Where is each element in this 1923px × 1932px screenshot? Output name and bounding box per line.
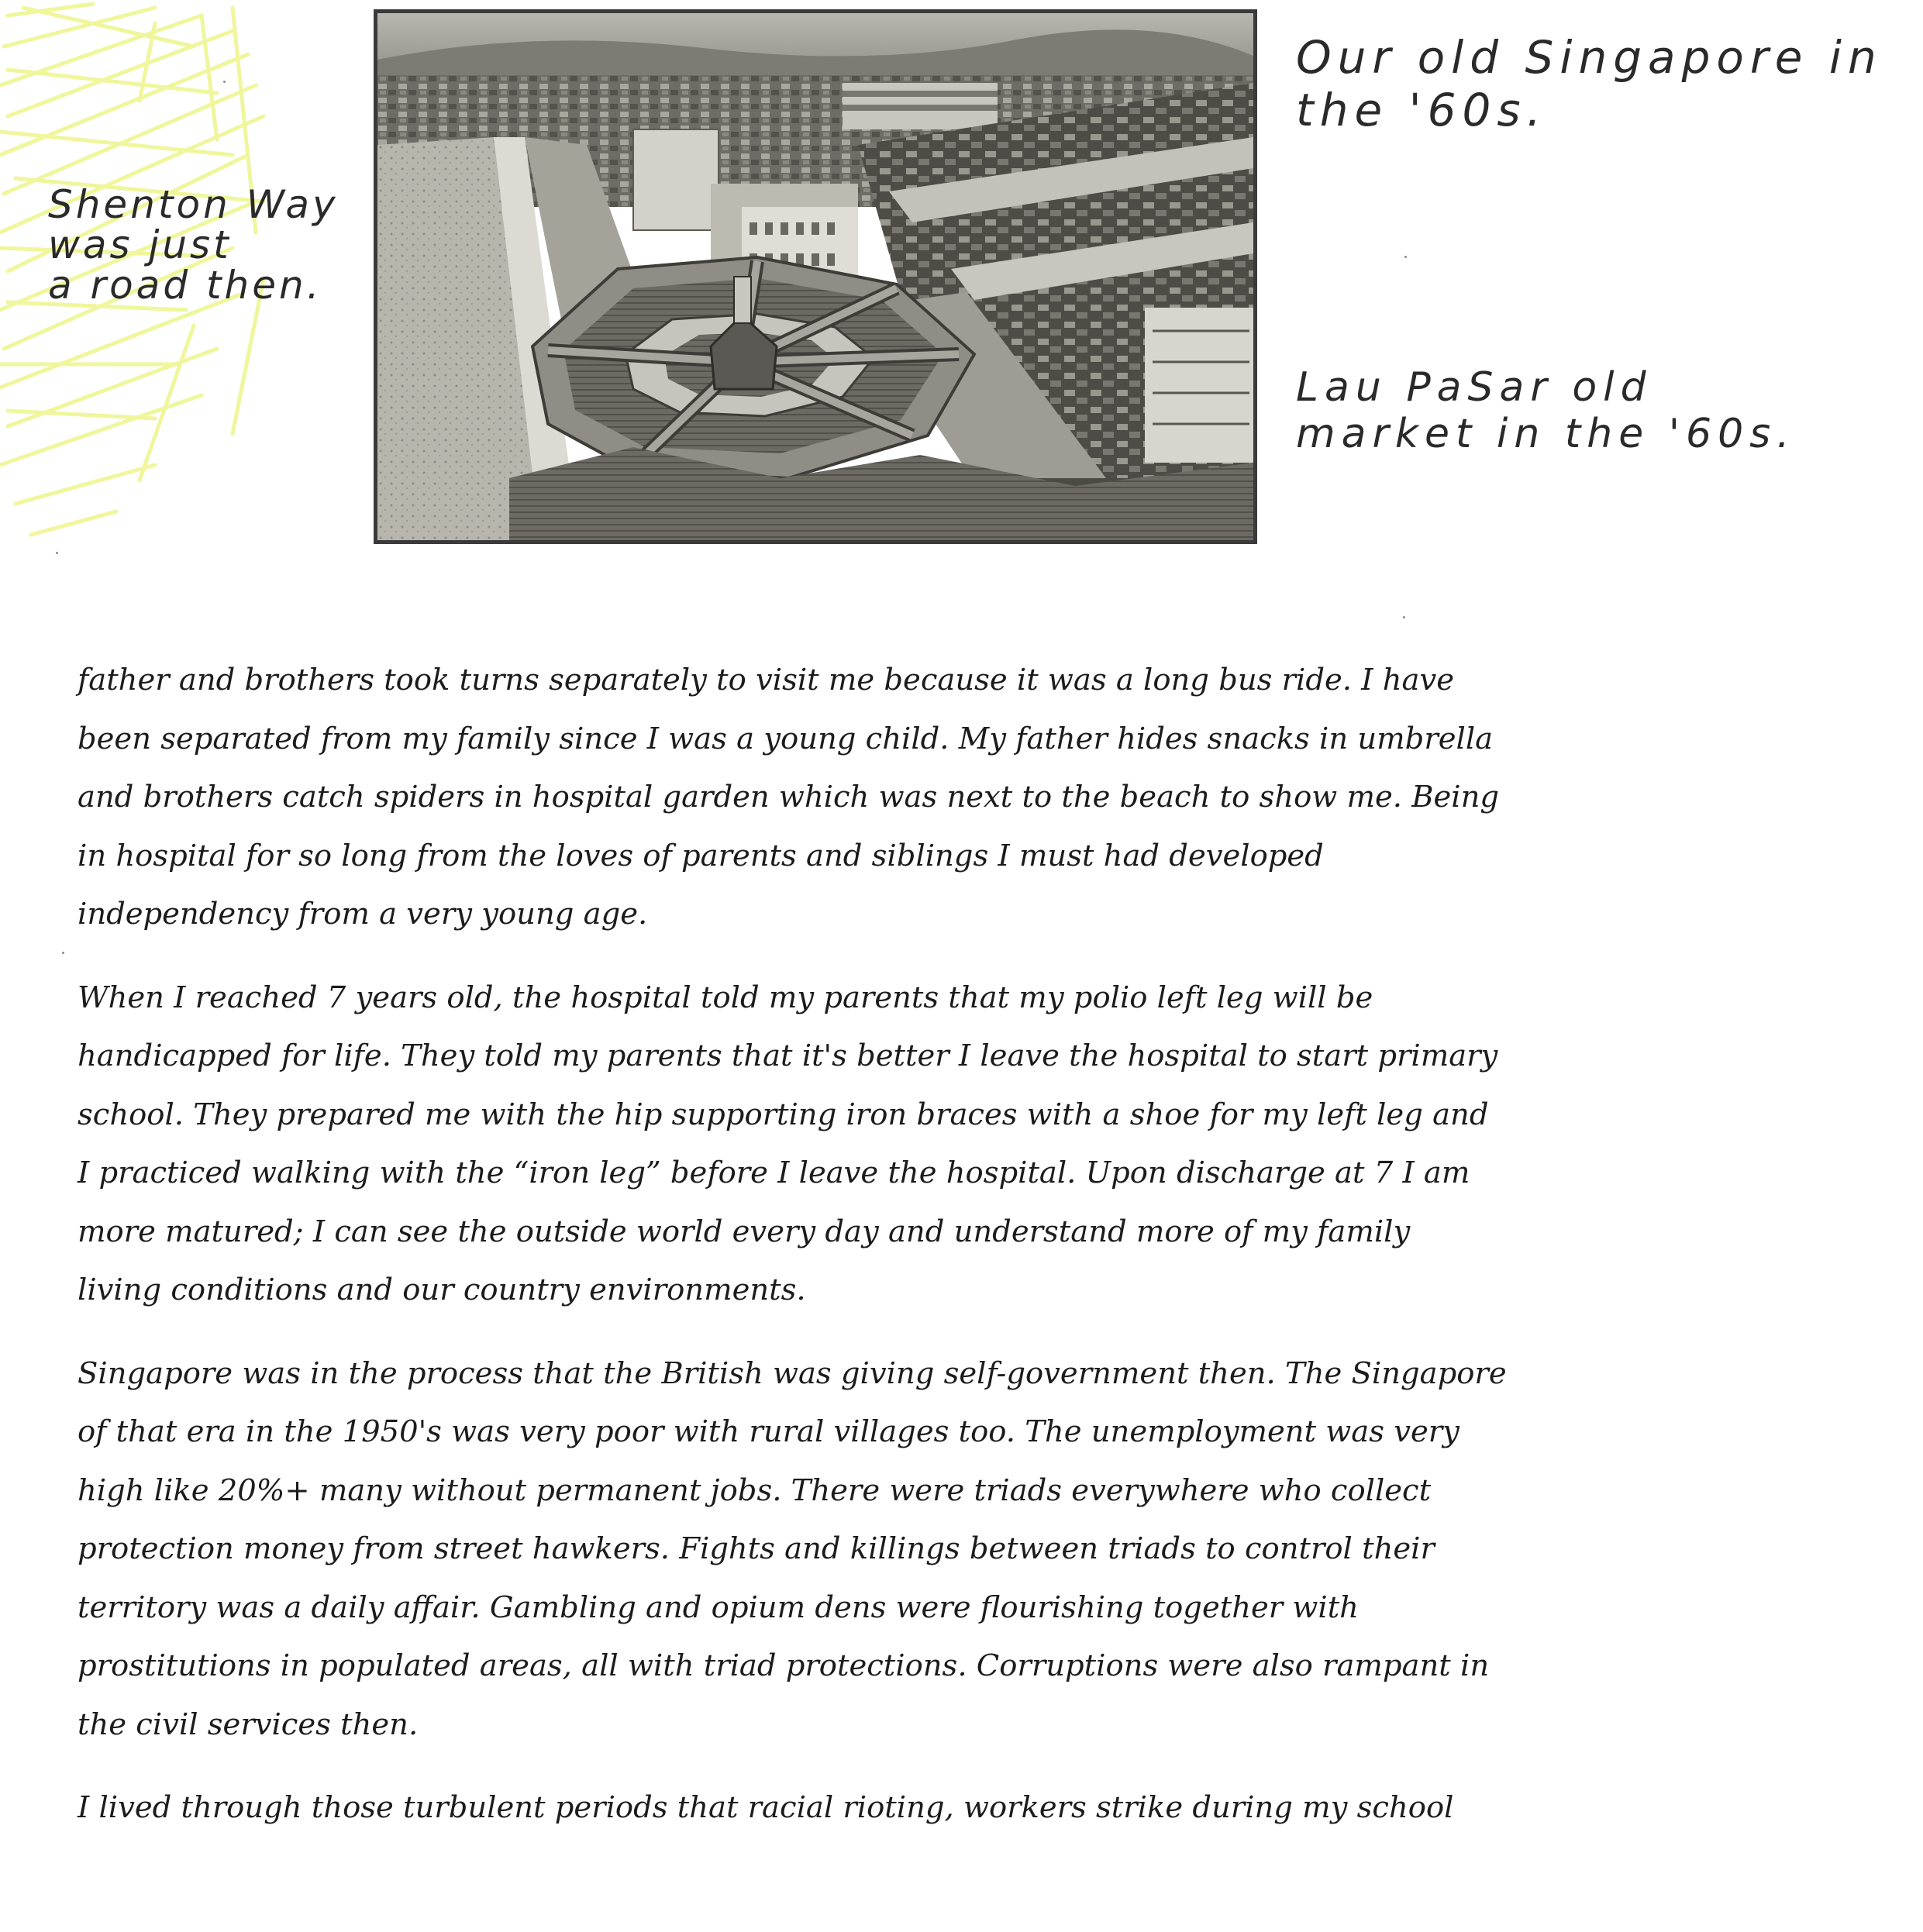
text-line: the civil services then. — [78, 1706, 419, 1742]
text-line: high like 20%+ many without permanent jobs. There were triads everywhere who collect — [78, 1472, 1432, 1508]
annotation-shenton-way — [48, 182, 381, 308]
text-line: school. They prepared me with the hip supporting iron braces with a shoe for my left leg and — [78, 1097, 1489, 1132]
paragraph-singapore-1950s — [78, 1345, 1868, 1755]
text-line: territory was a daily affair. Gambling and opium dens were flourishing together with — [78, 1589, 1359, 1625]
text-line: I lived through those turbulent periods that racial rioting, workers strike during my school — [78, 1790, 1454, 1825]
old-photograph — [374, 9, 1257, 544]
text-line: protection money from street hawkers. Fights and killings between triads to control their — [78, 1531, 1435, 1566]
lau-pa-sat-aerial-photo — [377, 13, 1253, 540]
text-line: in hospital for so long from the loves of parents and siblings I must had developed — [78, 838, 1324, 873]
memoir-text — [78, 651, 1868, 1862]
paragraph-hospital-visits — [78, 651, 1868, 944]
text-line: independency from a very young age. — [78, 897, 648, 932]
annotation-lau-pasar — [1296, 364, 1885, 457]
text-line: When I reached 7 years old, the hospital told my parents that my polio left leg will be — [78, 980, 1373, 1015]
annotation-line: Shenton Way — [48, 182, 339, 227]
scan-speck — [56, 552, 58, 554]
annotation-line: Our old Singapore in — [1296, 31, 1883, 84]
scan-speck — [62, 952, 64, 954]
text-line: of that era in the 1950's was very poor with rural villages too. The unemployment was very — [78, 1414, 1459, 1449]
text-line: prostitutions in populated areas, all with triad protections. Corruptions were also rampant in — [78, 1648, 1490, 1683]
annotation-line: market in the '60s. — [1296, 411, 1796, 457]
text-line: Singapore was in the process that the British was giving self-government then. The Singapore — [78, 1355, 1507, 1391]
paragraph-turbulent-periods — [78, 1779, 1868, 1837]
text-line: I practiced walking with the “iron leg” before I leave the hospital. Upon discharge at 7 I am — [78, 1155, 1470, 1190]
text-line: been separated from my family since I was a young child. My father hides snacks in umbrella — [78, 721, 1494, 756]
annotation-line: the '60s. — [1296, 84, 1548, 136]
paragraph-polio-discharge — [78, 969, 1868, 1320]
text-line: more matured; I can see the outside world every day and understand more of my family — [78, 1214, 1411, 1249]
annotation-line: Lau PaSar old — [1296, 364, 1652, 411]
text-line: handicapped for life. They told my parents that it's better I leave the hospital to start primary — [78, 1038, 1498, 1073]
text-line: and brothers catch spiders in hospital garden which was next to the beach to show me. Being — [78, 780, 1500, 814]
scan-speck — [1403, 616, 1405, 618]
annotation-line: a road then. — [48, 263, 322, 308]
annotation-old-singapore — [1296, 31, 1901, 136]
annotation-line: was just — [48, 222, 232, 267]
text-line: living conditions and our country environments. — [78, 1273, 806, 1307]
text-line: father and brothers took turns separately to visit me because it was a long bus ride. I have — [78, 663, 1454, 697]
scan-speck — [1404, 256, 1407, 258]
scan-speck — [223, 81, 226, 83]
